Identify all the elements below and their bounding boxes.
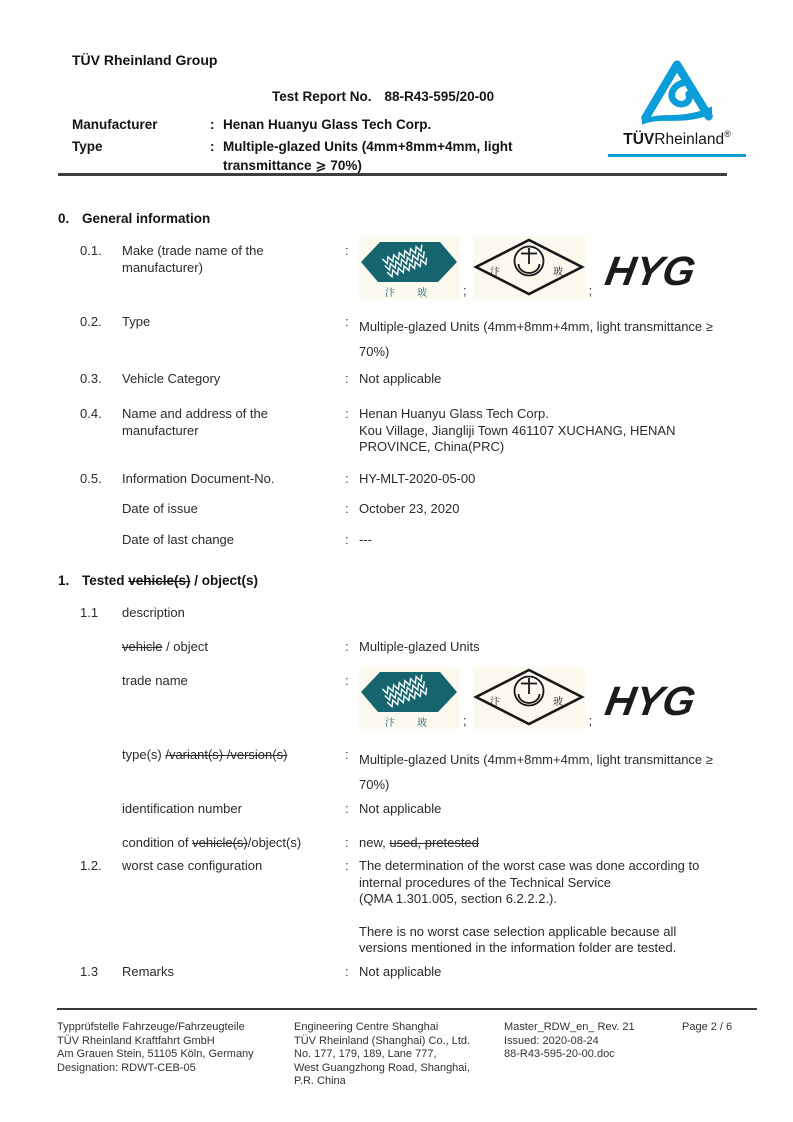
logo-separator: ;	[463, 283, 467, 298]
manufacturer-row	[72, 115, 592, 134]
row-identification-number	[80, 801, 733, 818]
row-value: ---	[359, 532, 372, 547]
colon: :	[345, 858, 349, 873]
report-label: Test Report No.	[272, 89, 372, 104]
diamond-logo-char-left: 汴	[489, 697, 500, 708]
row-value: Not applicable	[359, 964, 442, 979]
logo-separator: ;	[588, 283, 593, 298]
row-label: Type	[122, 314, 151, 329]
logo-separator: ;	[463, 713, 467, 728]
row-number: 0.3.	[80, 371, 102, 386]
row-number: 1.2.	[80, 858, 102, 873]
row-value	[359, 673, 733, 729]
row-value: Henan Huanyu Glass Tech Corp.	[223, 117, 432, 132]
hexagon-logo-char2: 玻	[417, 288, 427, 299]
colon: :	[345, 639, 349, 654]
diamond-logo	[473, 237, 585, 299]
row-number: 0.1.	[80, 243, 102, 258]
report-number: 88-R43-595/20-00	[384, 89, 495, 104]
row-number: 0.4.	[80, 406, 102, 421]
diamond-logo-char-right: 玻	[552, 267, 563, 278]
row-types-variants-versions	[80, 747, 733, 797]
footer-col-shanghai: Engineering Centre Shanghai TÜV Rheinland (Shanghai) Co., Ltd. No. 177, 179, 189, Lane 777, West Guangzhong Road, Shanghai, P.R. China	[294, 1021, 471, 1087]
colon: :	[345, 673, 349, 688]
row-label: Type	[72, 139, 103, 154]
row-0-4-manufacturer-address	[80, 406, 733, 456]
row-label: Vehicle Category	[122, 371, 221, 386]
header-separator-line	[58, 173, 727, 176]
row-value: The determination of the worst case was done according to internal procedures of the Technical Service (QMA 1.301.005, section 6.2.2.2.). There is no worst case selection applicable because all versions mentioned in the information folder are tested.	[359, 858, 700, 955]
page-footer	[57, 1008, 757, 1089]
header-rows	[72, 115, 592, 178]
colon: :	[210, 117, 215, 132]
row-label: Make (trade name of the manufacturer)	[122, 243, 264, 275]
row-value: HY-MLT-2020-05-00	[359, 471, 476, 486]
group-title: TÜV Rheinland Group	[72, 52, 218, 68]
row-0-5-information-document	[80, 471, 733, 488]
footer-col-document-info: Master_RDW_en_ Rev. 21 Issued: 2020-08-24 88-R43-595-20-00.doc	[504, 1021, 635, 1060]
row-1-1-description	[80, 605, 733, 622]
row-value: Henan Huanyu Glass Tech Corp. Kou Village, Jiangliji Town 461107 XUCHANG, HENAN PROVINCE, China(PRC)	[359, 406, 676, 454]
row-value: Multiple-glazed Units (4mm+8mm+4mm, light transmittance ≥ 70%)	[359, 752, 713, 792]
row-1-3-remarks	[80, 964, 733, 981]
brand-logos-strip	[359, 237, 733, 299]
colon: :	[345, 501, 349, 516]
type-row	[72, 137, 592, 175]
report-number-line	[272, 89, 494, 104]
colon: :	[345, 747, 349, 762]
row-0-2-type	[80, 314, 733, 364]
row-value: Multiple-glazed Units (4mm+8mm+4mm, light transmittance ⩾ 70%)	[223, 139, 513, 173]
row-label: vehicle / object	[122, 639, 208, 654]
colon: :	[345, 371, 349, 386]
row-1-2-worst-case	[80, 858, 733, 957]
row-label: Manufacturer	[72, 117, 158, 132]
colon: :	[345, 314, 349, 329]
row-number: 1.1	[80, 605, 99, 620]
colon: :	[345, 406, 349, 421]
hexagon-logo-char2: 玻	[417, 718, 427, 729]
row-label: identification number	[122, 801, 242, 816]
row-date-of-last-change	[80, 532, 733, 549]
footer-col-cologne: Typprüfstelle Fahrzeuge/Fahrzeugteile TÜV Rheinland Kraftfahrt GmbH Am Grauen Stein, 51105 Köln, Germany Designation: RDWT-CEB-05	[57, 1021, 254, 1074]
row-date-of-issue	[80, 501, 733, 518]
tuv-logo-underline	[608, 154, 746, 157]
row-value: Not applicable	[359, 801, 442, 816]
row-condition	[80, 835, 733, 852]
row-number: 1.3	[80, 964, 99, 979]
tuv-wordmark: TÜVRheinland®	[623, 129, 731, 149]
colon: :	[345, 964, 349, 979]
row-value: new, used, pretested	[359, 835, 479, 850]
row-label: Date of issue	[122, 501, 198, 516]
colon: :	[345, 532, 349, 547]
registered-mark: ®	[724, 129, 731, 139]
row-label: Name and address of the manufacturer	[122, 406, 268, 438]
row-vehicle-object	[80, 639, 733, 656]
row-label: Date of last change	[122, 532, 235, 547]
colon: :	[210, 139, 215, 154]
row-label: worst case configuration	[122, 858, 263, 873]
hexagon-logo	[359, 667, 459, 729]
row-label: condition of vehicle(s)/object(s)	[122, 835, 302, 850]
row-label: trade name	[122, 673, 188, 688]
row-value: October 23, 2020	[359, 501, 460, 516]
row-value: Not applicable	[359, 371, 442, 386]
row-value: Multiple-glazed Units (4mm+8mm+4mm, light transmittance ≥ 70%)	[359, 319, 713, 359]
logo-separator: ;	[588, 713, 593, 728]
hexagon-logo-char1: 汴	[385, 288, 395, 299]
brand-logos-strip	[359, 667, 733, 729]
row-label: Remarks	[122, 964, 175, 979]
row-label: description	[122, 605, 185, 620]
hexagon-logo-char1: 汴	[385, 718, 395, 729]
row-number: 0.5.	[80, 471, 102, 486]
row-0-3-vehicle-category	[80, 371, 733, 388]
tuv-rheinland-logo	[608, 58, 746, 157]
row-label: type(s) /variant(s) /version(s)	[122, 747, 288, 762]
hyg-logo: HYG	[602, 678, 700, 724]
colon: :	[345, 835, 349, 850]
colon: :	[345, 801, 349, 816]
diamond-logo-char-left: 汴	[489, 267, 500, 278]
page-indicator: Page 2 / 6	[682, 1021, 733, 1033]
diamond-logo	[473, 667, 585, 729]
row-0-1-make	[80, 243, 733, 299]
colon: :	[345, 243, 349, 258]
row-label: Information Document-No.	[122, 471, 275, 486]
row-value: Multiple-glazed Units	[359, 639, 480, 654]
hyg-logo: HYG	[602, 248, 700, 294]
row-value	[359, 243, 733, 299]
colon: :	[345, 471, 349, 486]
hexagon-logo	[359, 237, 459, 299]
row-number: 0.2.	[80, 314, 102, 329]
tuv-triangle-icon	[635, 58, 719, 128]
section1-heading: 1. Tested vehicle(s) / object(s)	[58, 573, 259, 588]
row-trade-name	[80, 673, 733, 729]
section0-heading: 0. General information	[58, 211, 211, 226]
diamond-logo-char-right: 玻	[552, 697, 563, 708]
